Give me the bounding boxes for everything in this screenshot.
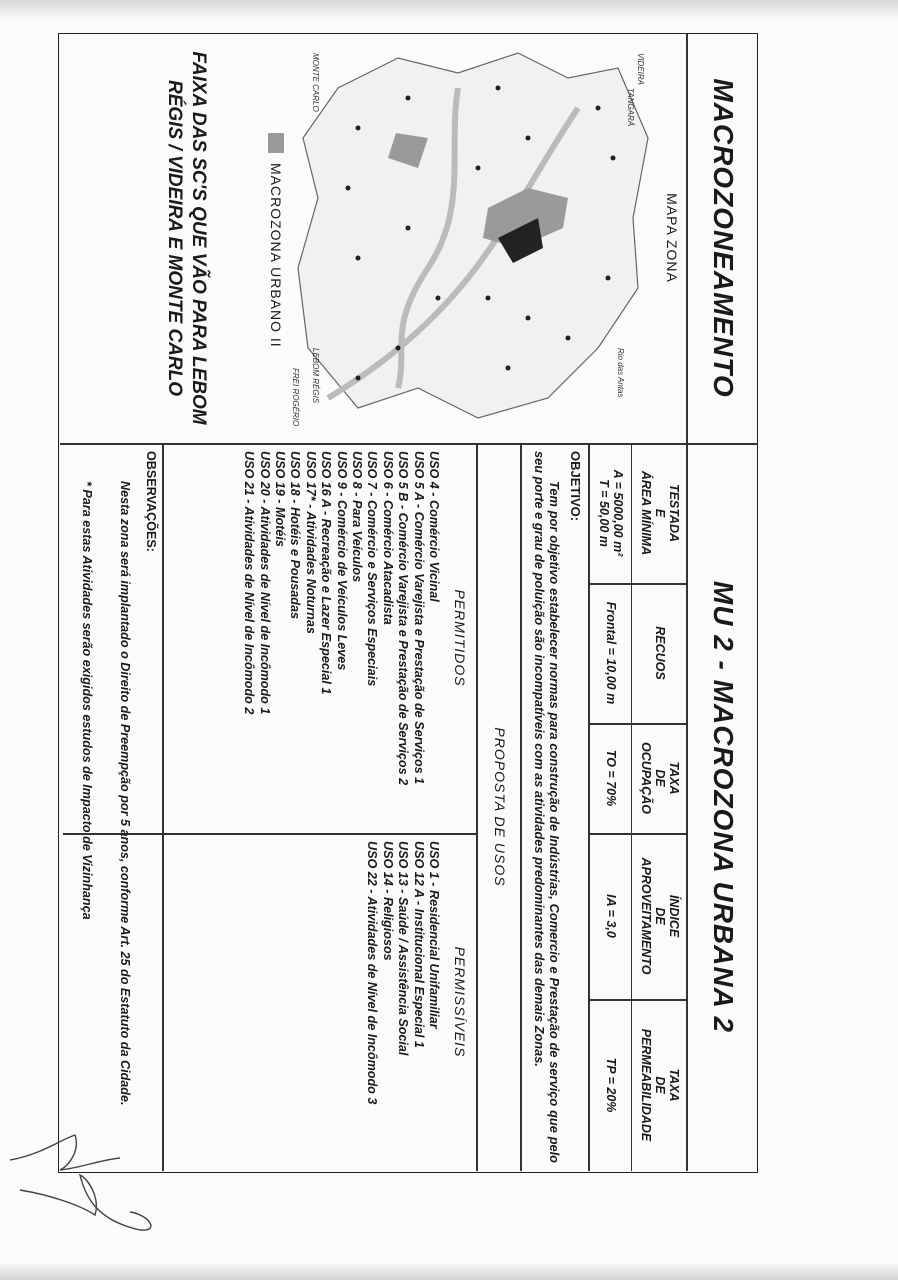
- list-item: USO 4 - Comércio Vicinal: [427, 451, 441, 602]
- observacoes-note: * Para estas Atividades serão exigidos estudos de Impacto de Vizinhança: [80, 481, 94, 920]
- value-indice-aproveitamento: IA = 3,0: [604, 894, 618, 938]
- faixa-line-2: RÉGIS / VIDEIRA E MONTE CARLO: [164, 80, 185, 396]
- list-item: USO 8 - Para Veículos: [349, 451, 364, 583]
- list-item: USO 5 B - Comércio Varejista e Prestação de Serviços 2: [396, 451, 411, 786]
- value-recuos: Frontal = 10,00 m: [604, 601, 618, 705]
- list-item: USO 5 A - Comércio Varejista e Prestação de Serviços 1: [411, 451, 426, 785]
- observacoes-divider: [163, 443, 165, 1171]
- map-legend: [264, 133, 288, 433]
- observacoes-text: Nesta zona será implantado o Direito de Preempção por 5 anos, conforme Art. 25 do Estatuto da Cidade.: [118, 481, 132, 1106]
- value-testada: A = 5000,00 m² T = 50,00 m: [597, 469, 625, 557]
- list-item: USO 6 - Comércio Atacadista: [380, 451, 395, 625]
- permissiveis-list: [364, 841, 441, 1104]
- municipality-map: [288, 48, 658, 428]
- municipality-outline: [298, 53, 648, 418]
- permissiveis-title: PERMISSÍVEIS: [452, 946, 469, 1058]
- header-indice-aproveitamento: ÍNDICE DE APROVEITAMENTO: [639, 857, 681, 975]
- map-place-monte-carlo: MONTE CARLO: [311, 53, 320, 112]
- value-taxa-permeabilidade: TP = 20%: [604, 1057, 618, 1113]
- list-item: USO 21 - Atividades de Nível de Incômodo 2: [242, 451, 257, 715]
- list-item: USO 18 - Hotéis e Pousadas: [288, 451, 303, 619]
- map-place-frei-rogerio: FREI ROGÉRIO: [291, 368, 300, 427]
- macrozoneamento-title: MACROZONEAMENTO: [708, 78, 739, 398]
- list-item: USO 1 - Residencial Unifamiliar: [427, 841, 441, 1029]
- list-item: USO 19 - Motéis: [272, 451, 287, 547]
- faixa-line-1: FAIXA DAS SC'S QUE VÃO PARA LEBOM: [188, 51, 209, 425]
- proposta-usos-title: PROPOSTA DE USOS: [492, 727, 508, 887]
- scan-bottom-shadow: [0, 1262, 898, 1280]
- rotated-document-page: [58, 33, 758, 1173]
- map-label: MAPA ZONA: [664, 193, 680, 283]
- list-item: USO 16 A - Recreação e Lazer Especial 1: [319, 451, 334, 695]
- zone-title: MU 2 - MACROZONA URBANA 2: [708, 580, 739, 1034]
- header-taxa-permeabilidade: TAXA DE PERMEABILIDADE: [639, 1028, 681, 1142]
- list-item: USO 9 - Comércio de Veículos Leves: [334, 451, 349, 671]
- map-place-tangara: TANGARÁ: [626, 88, 635, 127]
- header-recuos: RECUOS: [653, 626, 667, 680]
- scan-top-shadow: [0, 0, 898, 20]
- header-testada: TESTADA E ÁREA MÍNIMA: [639, 470, 681, 556]
- list-item: USO 13 - Saúde / Assistência Social: [396, 841, 411, 1056]
- value-taxa-ocupacao: TO = 70%: [604, 749, 618, 807]
- permitidos-title: PERMITIDOS: [452, 589, 469, 687]
- faixa-description: [162, 33, 210, 443]
- observacoes-label: OBSERVAÇÕES:: [144, 451, 158, 553]
- header-taxa-ocupacao: TAXA DE OCUPAÇÃO: [639, 742, 681, 814]
- handwritten-signature: [0, 1120, 220, 1260]
- legend-swatch: [268, 133, 284, 153]
- list-item: USO 12 A - Institucional Especial 1: [411, 841, 426, 1048]
- list-item: USO 14 - Religiosos: [380, 841, 395, 961]
- permitidos-list: [241, 451, 441, 785]
- map-place-rio-das-antas: Rio das Antas: [616, 348, 625, 398]
- map-place-videira: VIDEIRA: [636, 53, 645, 86]
- legend-label: MACROZONA URBANO II: [268, 163, 284, 348]
- list-item: USO 20 - Atividades de Nível de Incômodo 1: [257, 451, 272, 715]
- objetivo-label: OBJETIVO:: [568, 451, 583, 522]
- list-item: USO 7 - Comércio e Serviços Especiais: [365, 451, 380, 687]
- list-item: USO 22 - Atividades de Nível de Incômodo 3: [365, 841, 380, 1105]
- list-item: USO 17* - Atividades Noturnas: [303, 451, 318, 634]
- map-place-lebom-regis: LEBOM RÉGIS: [311, 348, 320, 404]
- objetivo-text: Tem por objetivo estabelecer normas para construção de Indústrias, Comercio e Prestação de serviço que pelo seu porte e grau de poluição são incompatíveis com as atividades predominantes das demais Zonas.: [532, 451, 562, 1163]
